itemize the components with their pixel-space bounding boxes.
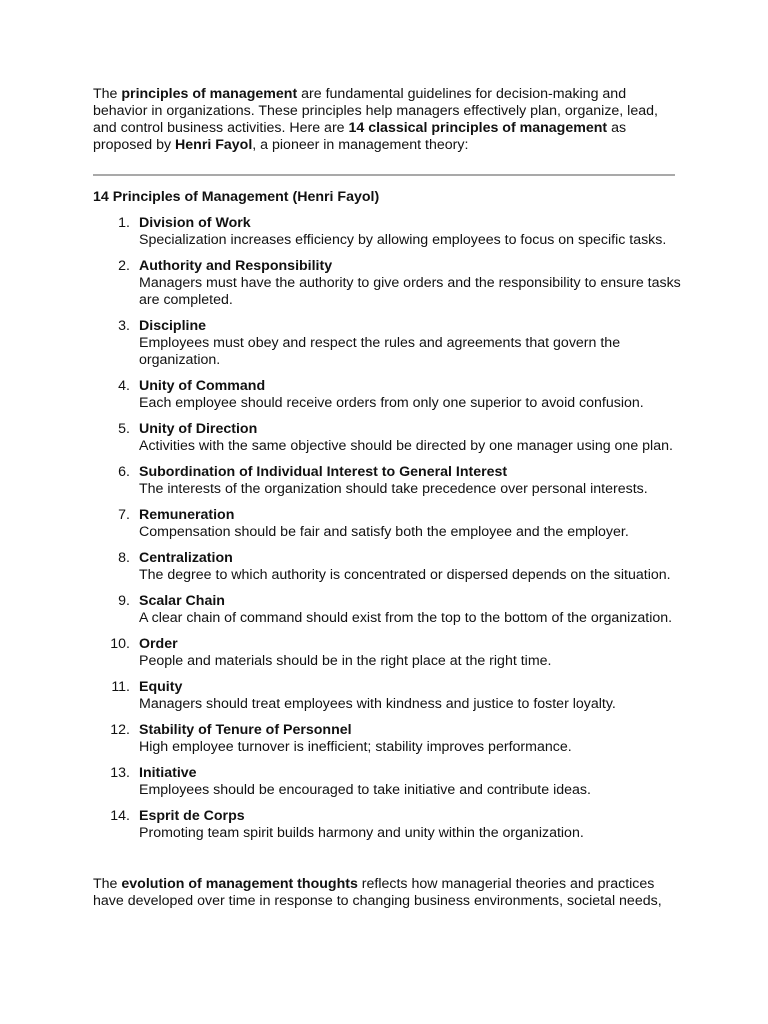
- intro-text-1: The: [93, 86, 122, 102]
- principle-title: Stability of Tenure of Personnel: [139, 722, 352, 738]
- principle-title: Scalar Chain: [139, 593, 225, 609]
- principle-title: Division of Work: [139, 215, 251, 231]
- section-heading: 14 Principles of Management (Henri Fayol): [93, 189, 380, 205]
- principle-description: Managers should treat employees with kindness and justice to foster loyalty.: [139, 696, 616, 712]
- principle-description: Specialization increases efficiency by allowing employees to focus on specific tasks.: [139, 232, 667, 248]
- principle-description: The interests of the organization should take precedence over personal interests.: [139, 481, 648, 497]
- principle-item: [93, 258, 683, 309]
- outro-text-1: The: [93, 876, 122, 892]
- principle-item: [93, 421, 683, 455]
- principle-title: Subordination of Individual Interest to General Interest: [139, 464, 508, 480]
- principle-item: [93, 765, 683, 799]
- principle-number: 6.: [118, 464, 130, 480]
- principle-number: 14.: [110, 808, 130, 824]
- principle-description: Compensation should be fair and satisfy both the employee and the employer.: [139, 524, 629, 540]
- principle-number: 8.: [118, 550, 130, 566]
- intro-bold-fourteen: 14 classical principles of management: [348, 120, 608, 136]
- document-page: [93, 86, 683, 910]
- principle-number: 10.: [110, 636, 130, 652]
- principle-item: [93, 378, 683, 412]
- intro-text-3: as proposed by: [93, 120, 627, 153]
- principle-item: [93, 507, 683, 541]
- principle-title: Centralization: [139, 550, 233, 566]
- intro-text-2: are fundamental guidelines for decision-making and behavior in organizations. These principles help managers effectively plan, organize, lead, and control business activities. Here are: [93, 86, 658, 136]
- horizontal-divider: [93, 174, 675, 176]
- principle-item: [93, 318, 683, 369]
- principle-number: 2.: [118, 258, 130, 274]
- principle-item: [93, 550, 683, 584]
- principle-item: [93, 636, 683, 670]
- principle-number: 7.: [118, 507, 130, 523]
- principle-number: 5.: [118, 421, 130, 437]
- outro-text-3: have developed over time in response to changing business environments, societal needs,: [93, 893, 662, 909]
- principle-description: Employees should be encouraged to take initiative and contribute ideas.: [139, 782, 591, 798]
- principle-description: Each employee should receive orders from only one superior to avoid confusion.: [139, 395, 644, 411]
- principle-title: Unity of Command: [139, 378, 266, 394]
- principle-description: The degree to which authority is concentrated or dispersed depends on the situation.: [139, 567, 671, 583]
- principle-description: Promoting team spirit builds harmony and unity within the organization.: [139, 825, 584, 841]
- principle-item: [93, 679, 683, 713]
- principle-title: Remuneration: [139, 507, 235, 523]
- principle-title: Authority and Responsibility: [139, 258, 333, 274]
- principle-title: Equity: [139, 679, 183, 695]
- principle-item: [93, 722, 683, 756]
- principle-description: High employee turnover is inefficient; stability improves performance.: [139, 739, 572, 755]
- principle-description: Activities with the same objective should be directed by one manager using one plan.: [139, 438, 673, 454]
- principle-number: 13.: [110, 765, 130, 781]
- principle-title: Initiative: [139, 765, 197, 781]
- principles-list: [93, 215, 683, 842]
- principle-title: Discipline: [139, 318, 207, 334]
- principle-number: 12.: [110, 722, 130, 738]
- principle-number: 1.: [118, 215, 130, 231]
- principle-item: [93, 808, 683, 842]
- intro-paragraph: [93, 86, 683, 154]
- principle-item: [93, 215, 683, 249]
- principle-item: [93, 593, 683, 627]
- principle-item: [93, 464, 683, 498]
- principle-description: Employees must obey and respect the rules and agreements that govern the organization.: [139, 335, 621, 368]
- intro-bold-principles: principles of management: [121, 86, 298, 102]
- principle-number: 3.: [118, 318, 130, 334]
- principle-description: A clear chain of command should exist from the top to the bottom of the organization.: [139, 610, 673, 626]
- outro-paragraph: [93, 876, 683, 910]
- principle-title: Order: [139, 636, 178, 652]
- principle-title: Unity of Direction: [139, 421, 258, 437]
- outro-text-2: reflects how managerial theories and practices: [357, 876, 655, 892]
- principle-number: 4.: [118, 378, 130, 394]
- principle-title: Esprit de Corps: [139, 808, 245, 824]
- principle-number: 9.: [118, 593, 130, 609]
- intro-bold-fayol: Henri Fayol: [175, 137, 253, 153]
- principle-description: Managers must have the authority to give orders and the responsibility to ensure tasks are completed.: [139, 275, 681, 308]
- principle-number: 11.: [111, 679, 130, 695]
- intro-text-4: , a pioneer in management theory:: [252, 137, 469, 153]
- principle-description: People and materials should be in the right place at the right time.: [139, 653, 552, 669]
- outro-bold-evolution: evolution of management thoughts: [121, 876, 358, 892]
